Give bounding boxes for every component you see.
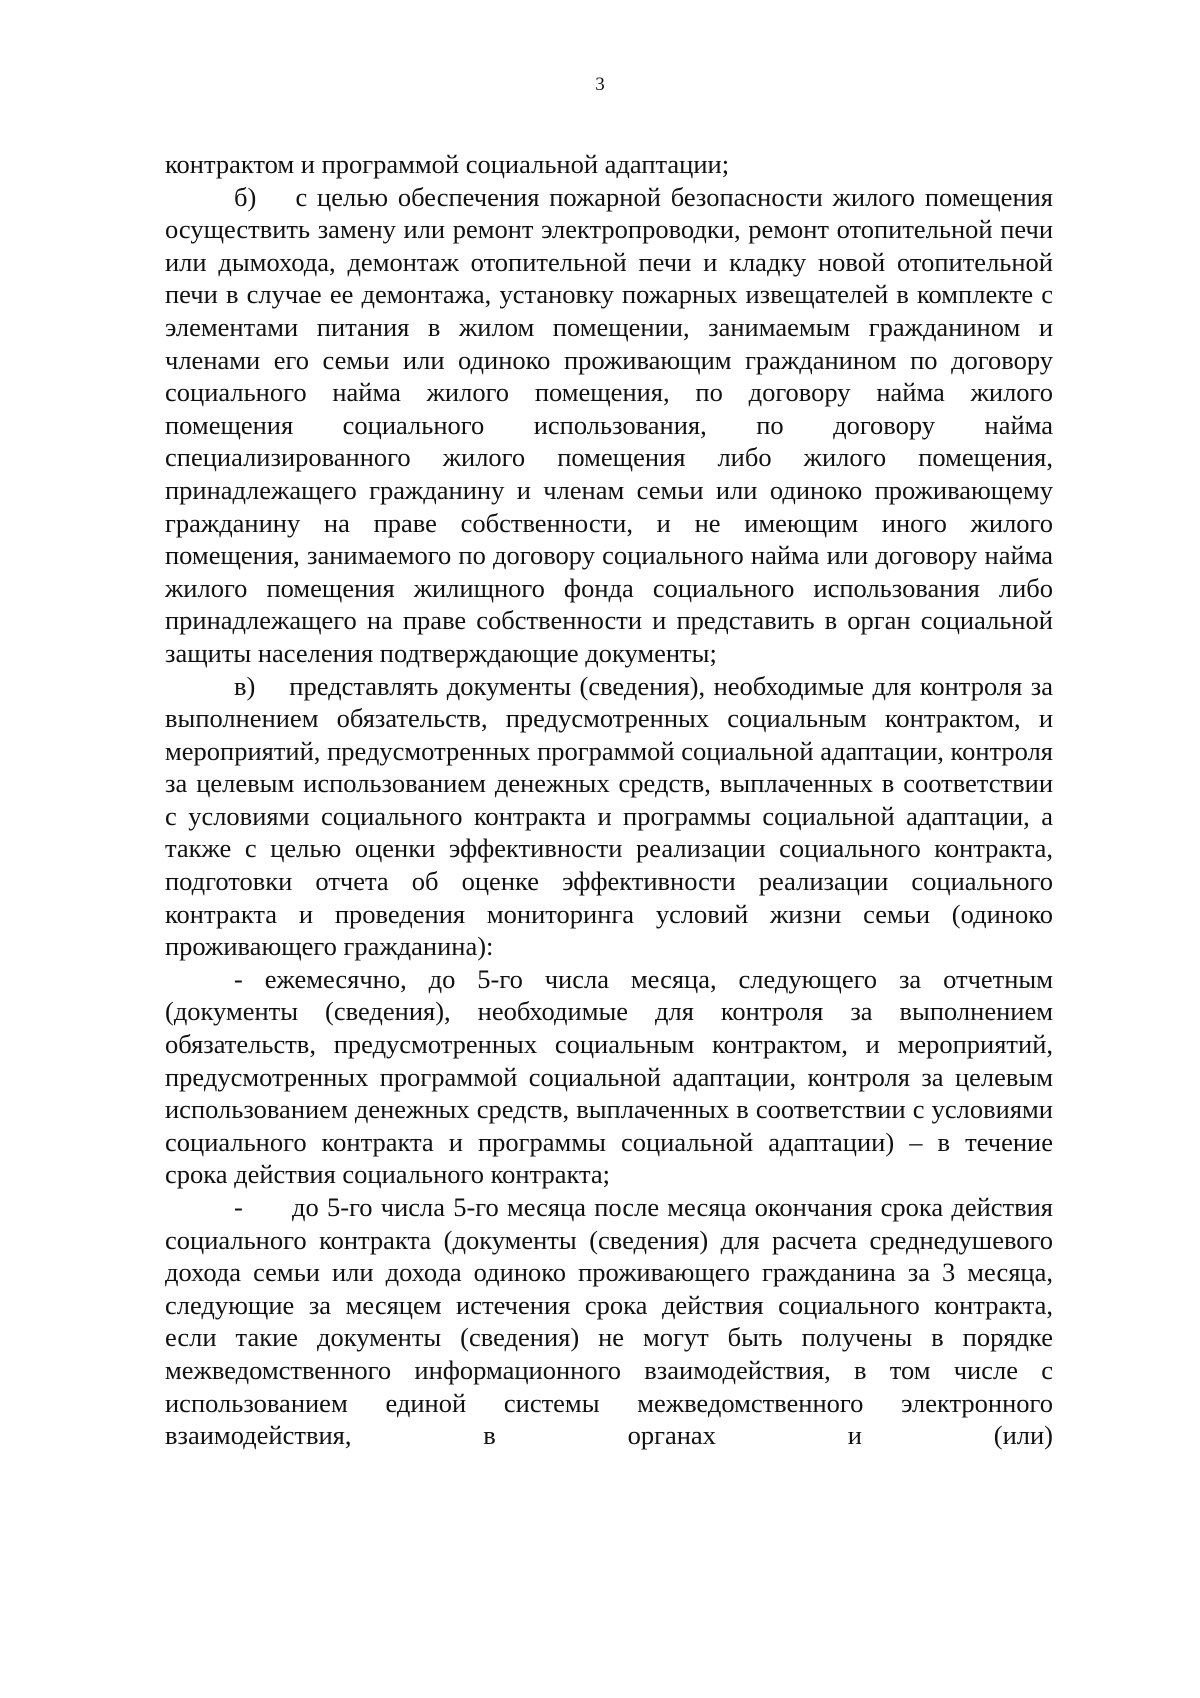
paragraph-fifth-month: - до 5-го числа 5-го месяца после месяца окончания срока действия социального контракта (документы (сведения) для расчета среднедушевого дохода семьи или дохода одиноко проживающего гражданина за 3 месяца, следующие за месяцем истечения срока действия социального контракта, если такие документы (сведения) не могут быть получены в порядке межведомственного информационного взаимодействия, в том числе с использованием единой системы межведомственного электронного взаимодействия, в органах и (или) bbox=[165, 1192, 1053, 1451]
document-body bbox=[165, 148, 1053, 1452]
page-number: 3 bbox=[595, 74, 605, 95]
paragraph-monthly: - ежемесячно, до 5-го числа месяца, следующего за отчетным (документы (сведения), необходимые для контроля за выполнением обязательств, предусмотренных социальным контрактом, и мероприятий, предусмотренных программой социальной адаптации, контроля за целевым использованием денежных средств, выплаченных в соответствии с условиями социального контракта и программы социальной адаптации) – в течение срока действия социального контракта; bbox=[165, 963, 1053, 1190]
paragraph-item-b: б) с целью обеспечения пожарной безопасности жилого помещения осуществить замену или ремонт электропроводки, ремонт отопительной печи или дымохода, демонтаж отопительной печи и кладку новой отопительной печи в случае ее демонтажа, установку пожарных извещателей в комплекте с элементами питания в жилом помещении, занимаемым гражданином и членами его семьи или одиноко проживающим гражданином по договору социального найма жилого помещения, по договору найма жилого помещения социального использования, по договору найма специализированного жилого помещения либо жилого помещения, принадлежащего гражданину и членам семьи или одиноко проживающему гражданину на праве собственности, и не имеющим иного жилого помещения, занимаемого по договору социального найма или договору найма жилого помещения жилищного фонда социального использования либо принадлежащего на праве собственности и представить в орган социальной защиты населения подтверждающие документы; bbox=[165, 181, 1053, 668]
paragraph-item-v: в) представлять документы (сведения), необходимые для контроля за выполнением обязательств, предусмотренных социальным контрактом, и мероприятий, предусмотренных программой социальной адаптации, контроля за целевым использованием денежных средств, выплаченных в соответствии с условиями социального контракта и программы социальной адаптации, а также с целью оценки эффективности реализации социального контракта, подготовки отчета об оценке эффективности реализации социального контракта и проведения мониторинга условий жизни семьи (одиноко проживающего гражданина): bbox=[165, 670, 1053, 962]
paragraph-continuation: контрактом и программой социальной адаптации; bbox=[165, 149, 730, 179]
